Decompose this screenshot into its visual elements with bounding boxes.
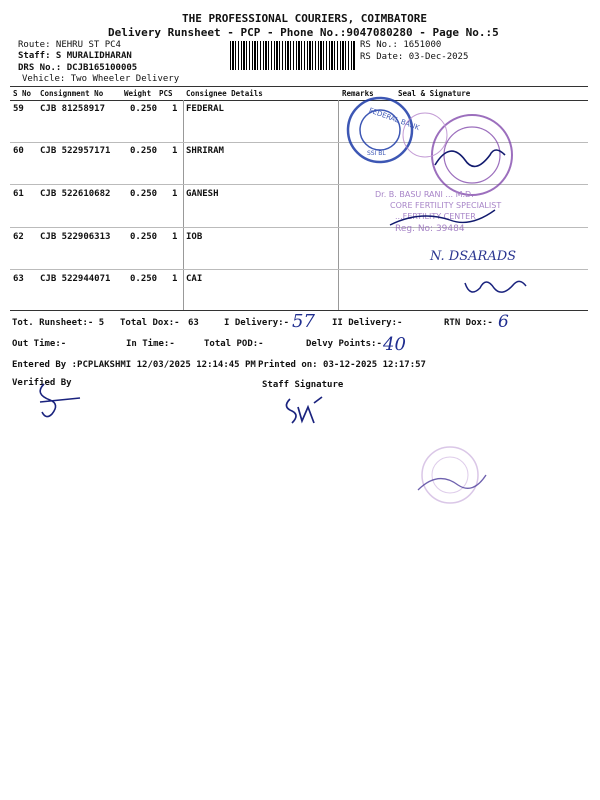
delvy-points-label: Delvy Points:- [306, 339, 382, 349]
row-consignee: SHRIRAM [186, 146, 224, 156]
out-time-label: Out Time:- [12, 339, 67, 349]
staff-signature-label: Staff Signature [262, 380, 344, 390]
row-pcs: 1 [172, 274, 178, 284]
row-sno: 63 [13, 274, 24, 284]
total-dox-value: 63 [188, 318, 199, 328]
col-consignment: Consignment No [40, 89, 104, 98]
tot-runsheet: Tot. Runsheet:- 5 [12, 318, 105, 328]
col-weight: Weight [124, 89, 152, 98]
entered-by: Entered By :PCPLAKSHMI 12/03/2025 12:14:45 PM [12, 360, 256, 370]
row-pcs: 1 [172, 189, 178, 199]
row-pcs: 1 [172, 232, 178, 242]
runsheet-subtitle: Delivery Runsheet - PCP - Phone No.:9047080280 - Page No.:5 [108, 26, 499, 39]
col-seal-signature: Seal & Signature [398, 89, 471, 98]
col-consignee: Consignee Details [186, 89, 263, 98]
bank-stamp [348, 98, 421, 162]
row-consignee: IOB [186, 232, 203, 242]
printed-on: Printed on: 03-12-2025 12:17:57 [258, 360, 426, 370]
clinic-stamp [375, 113, 512, 234]
col-remarks: Remarks [342, 89, 374, 98]
row-weight: 0.250 [130, 189, 158, 199]
row-consignee: GANESH [186, 189, 219, 199]
row-sno: 60 [13, 146, 24, 156]
svg-text:CORE FERTILITY SPECIALIST: CORE FERTILITY SPECIALIST [390, 201, 502, 210]
table-top-rule [10, 86, 588, 87]
staff-label: Staff: S MURALIDHARAN [18, 51, 132, 61]
company-title: THE PROFESSIONAL COURIERS, COIMBATORE [182, 12, 428, 25]
row-weight: 0.250 [130, 232, 158, 242]
svg-text:SSI BL: SSI BL [367, 150, 386, 157]
svg-text:Reg. No: 39484: Reg. No: 39484 [395, 224, 465, 234]
rtn-dox-handwritten: 6 [498, 312, 509, 332]
route-label: Route: NEHRU ST PC4 [18, 40, 121, 50]
col-sno: S No [13, 89, 32, 98]
row-consignee: FEDERAL [186, 104, 224, 114]
row-consignment: CJB 522610682 [40, 189, 111, 199]
svg-text:...FERTILITY CENTER: ...FERTILITY CENTER [395, 212, 476, 221]
staff-signature-mark [278, 393, 328, 429]
rs-number: RS No.: 1651000 [360, 40, 442, 50]
drs-number: DRS No.: DCJB165100005 [18, 63, 138, 73]
i-delivery-handwritten: 57 [292, 311, 315, 332]
svg-text:Dr. B. BASU RANI ... M.D.: Dr. B. BASU RANI ... M.D. [375, 190, 474, 199]
verifier-signature [30, 380, 90, 420]
row-weight: 0.250 [130, 146, 158, 156]
row-consignment: CJB 81258917 [40, 104, 106, 114]
row-sno: 62 [13, 232, 24, 242]
row-weight: 0.250 [130, 274, 158, 284]
row-sno: 61 [13, 189, 24, 199]
row-consignment: CJB 522957171 [40, 146, 111, 156]
verified-by-label: Verified By [12, 378, 72, 388]
row-pcs: 1 [172, 104, 178, 114]
signature-stroke [465, 281, 526, 292]
in-time-label: In Time:- [126, 339, 175, 349]
svg-text:FEDERAL BANK: FEDERAL BANK [367, 106, 421, 133]
rtn-dox-label: RTN Dox:- [444, 318, 493, 328]
rs-date: RS Date: 03-Dec-2025 [360, 52, 469, 62]
total-dox-label: Total Dox:- [120, 318, 180, 328]
handwritten-name: N. DSARADS [430, 249, 517, 264]
ii-delivery-label: II Delivery:- [332, 318, 403, 328]
barcode [230, 41, 356, 70]
stamps-and-signatures [335, 95, 595, 325]
col-pcs: PCS [159, 89, 173, 98]
row-weight: 0.250 [130, 104, 158, 114]
row-pcs: 1 [172, 146, 178, 156]
delvy-points-handwritten: 40 [383, 334, 406, 355]
row-consignee: CAI [186, 274, 203, 284]
total-pod-label: Total POD:- [204, 339, 264, 349]
faint-stamp [410, 440, 490, 510]
row-consignment: CJB 522944071 [40, 274, 111, 284]
row-consignment: CJB 522906313 [40, 232, 111, 242]
row-sno: 59 [13, 104, 24, 114]
vehicle-label: Vehicle: Two Wheeler Delivery [22, 74, 180, 84]
i-delivery-label: I Delivery:- [224, 318, 290, 328]
